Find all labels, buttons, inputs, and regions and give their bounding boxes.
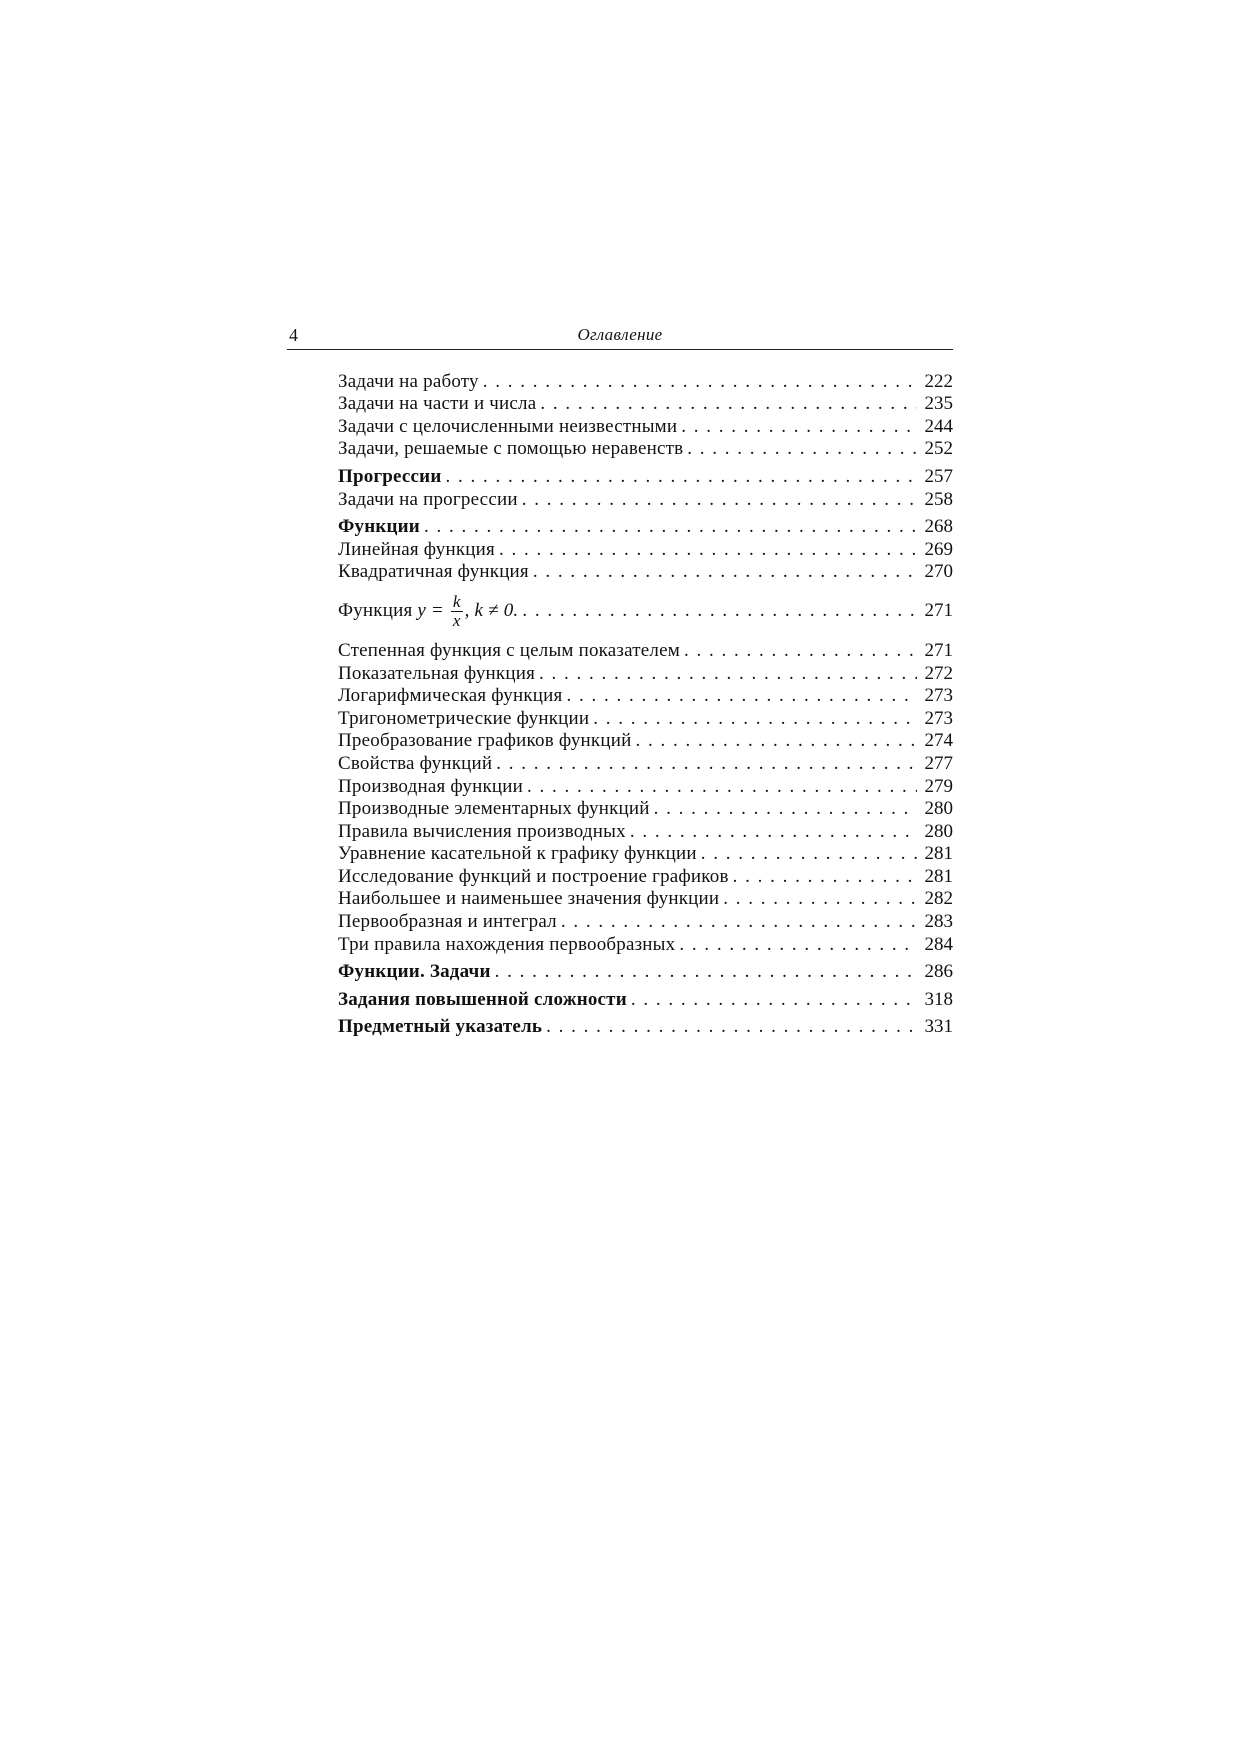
toc-entry-page: 252 (924, 438, 953, 460)
toc-leader-dots (697, 843, 917, 865)
toc-entry-title: Задачи на прогрессии (338, 488, 518, 510)
formula-fraction (451, 593, 463, 630)
toc-leader-dots (557, 911, 917, 933)
toc-entry-page: 283 (924, 911, 953, 933)
toc-entry-title: Тригонометрические функции (338, 707, 590, 729)
toc-entry-title: Наибольшее и наименьшее значения функции (338, 888, 720, 910)
toc-entry-page: 318 (924, 988, 953, 1010)
toc-leader-dots (420, 516, 917, 538)
toc-entry-page: 258 (924, 488, 953, 510)
toc-leader-dots (535, 663, 917, 685)
toc-leader-dots (680, 640, 917, 662)
toc-entry-page: 286 (924, 961, 953, 983)
toc-leader-dots (518, 600, 917, 622)
page-header (287, 323, 953, 347)
toc-leader-dots (536, 393, 917, 415)
toc-leader-dots (523, 776, 917, 798)
toc-entry[interactable] (338, 561, 953, 584)
toc-entry-title: Преобразование графиков функций (338, 730, 632, 752)
toc-entry[interactable] (338, 865, 953, 888)
toc-leader-dots (491, 961, 917, 983)
toc-entry-page: 270 (924, 561, 953, 583)
toc-entry-title: Уравнение касательной к графику функции (338, 843, 697, 865)
toc-leader-dots (627, 989, 917, 1011)
toc-entry[interactable] (338, 820, 953, 843)
toc-entry-page: 281 (924, 865, 953, 887)
toc-entry-title: Производные элементарных функций (338, 798, 650, 820)
toc-entry[interactable] (338, 370, 953, 393)
toc-entry-title: Производная функции (338, 775, 523, 797)
toc-entry-page: 271 (924, 639, 953, 661)
toc-leader-dots (677, 416, 917, 438)
toc-leader-dots (542, 1016, 917, 1038)
fraction-denominator: x (452, 610, 461, 630)
toc-entry-page: 273 (924, 685, 953, 707)
toc-entry-title: Задачи на работу (338, 370, 479, 392)
toc-entry-page: 282 (924, 888, 953, 910)
toc-entry-title: Логарифмическая функция (338, 685, 563, 707)
toc-leader-dots (729, 866, 917, 888)
toc-entry[interactable] (338, 685, 953, 708)
toc-entry[interactable] (338, 775, 953, 798)
toc-entry-title: Первообразная и интеграл (338, 911, 557, 933)
toc-section-entry[interactable] (338, 1016, 953, 1039)
toc-leader-dots (441, 466, 917, 488)
header-rule (287, 349, 953, 350)
toc-leader-dots (631, 730, 917, 752)
toc-section-title: Функции. Задачи (338, 961, 491, 983)
toc-entry[interactable] (338, 798, 953, 821)
toc-entry-formula[interactable] (338, 591, 953, 631)
toc-section-entry[interactable] (338, 988, 953, 1011)
toc-entry-title: Задачи, решаемые с помощью неравенств (338, 438, 684, 460)
toc-entry-page: 272 (924, 662, 953, 684)
toc-entry-page: 279 (924, 775, 953, 797)
toc-entry-page: 257 (924, 465, 953, 487)
toc-leader-dots (675, 934, 917, 956)
toc-entry[interactable] (338, 639, 953, 662)
toc-leader-dots (589, 708, 917, 730)
toc-entry[interactable] (338, 538, 953, 561)
toc-entry[interactable] (338, 933, 953, 956)
toc-leader-dots (529, 561, 917, 583)
toc-entry-title: Квадратичная функция (338, 561, 529, 583)
page-number: 4 (289, 325, 298, 345)
toc-entry[interactable] (338, 488, 953, 511)
toc-entry[interactable] (338, 438, 953, 461)
toc-entry-page: 273 (924, 707, 953, 729)
toc-entry[interactable] (338, 662, 953, 685)
toc-section-entry[interactable] (338, 465, 953, 488)
toc-entry[interactable] (338, 910, 953, 933)
toc-entry[interactable] (338, 707, 953, 730)
formula-lhs: y = (417, 599, 444, 621)
toc-entry-page: 277 (924, 752, 953, 774)
toc-entry-title: Показательная функция (338, 662, 536, 684)
formula-condition: , k ≠ 0. (464, 599, 519, 621)
toc-section-title: Прогрессии (338, 465, 442, 487)
toc-entry-title: Задачи на части и числа (338, 393, 537, 415)
toc-entry-page: 281 (924, 843, 953, 865)
toc-entry-title: Исследование функций и построение графиков (338, 865, 729, 887)
toc-entry[interactable] (338, 730, 953, 753)
fraction-numerator: k (452, 591, 461, 611)
table-of-contents (338, 370, 953, 1038)
toc-entry-page: 271 (924, 600, 953, 622)
toc-entry[interactable] (338, 843, 953, 866)
toc-entry-page: 222 (924, 370, 953, 392)
toc-entry-title: Линейная функция (338, 538, 495, 560)
toc-entry-page: 268 (924, 516, 953, 538)
toc-section-title: Задания повышенной сложности (338, 988, 627, 1010)
toc-entry-title (338, 593, 518, 630)
toc-leader-dots (495, 539, 917, 561)
toc-entry-page: 235 (924, 393, 953, 415)
toc-entry-page: 280 (924, 798, 953, 820)
toc-entry-title-text: Функция (338, 599, 413, 621)
toc-section-entry[interactable] (338, 516, 953, 539)
toc-entry-title: Задачи с целочисленными неизвестными (338, 415, 678, 437)
toc-leader-dots (626, 821, 917, 843)
toc-entry-title: Три правила нахождения первообразных (338, 933, 676, 955)
toc-leader-dots (492, 753, 917, 775)
toc-leader-dots (683, 438, 917, 460)
toc-section-title: Предметный указатель (338, 1016, 543, 1038)
toc-leader-dots (650, 798, 917, 820)
toc-entry-title: Свойства функций (338, 752, 493, 774)
toc-section-title: Функции (338, 516, 420, 538)
toc-entry[interactable] (338, 752, 953, 775)
toc-leader-dots (719, 888, 917, 910)
toc-entry-page: 331 (924, 1016, 953, 1038)
toc-entry-page: 274 (924, 730, 953, 752)
toc-entry[interactable] (338, 888, 953, 911)
toc-leader-dots (518, 489, 917, 511)
toc-entry-page: 284 (924, 933, 953, 955)
toc-entry-title: Правила вычисления производных (338, 820, 626, 842)
toc-entry-page: 244 (924, 415, 953, 437)
toc-entry-page: 280 (924, 820, 953, 842)
toc-entry[interactable] (338, 393, 953, 416)
running-title: Оглавление (577, 325, 663, 344)
toc-entry-title: Степенная функция с целым показателем (338, 639, 680, 661)
toc-entry-page: 269 (924, 538, 953, 560)
toc-section-entry[interactable] (338, 961, 953, 984)
toc-entry[interactable] (338, 415, 953, 438)
toc-leader-dots (479, 371, 917, 393)
toc-leader-dots (562, 685, 917, 707)
